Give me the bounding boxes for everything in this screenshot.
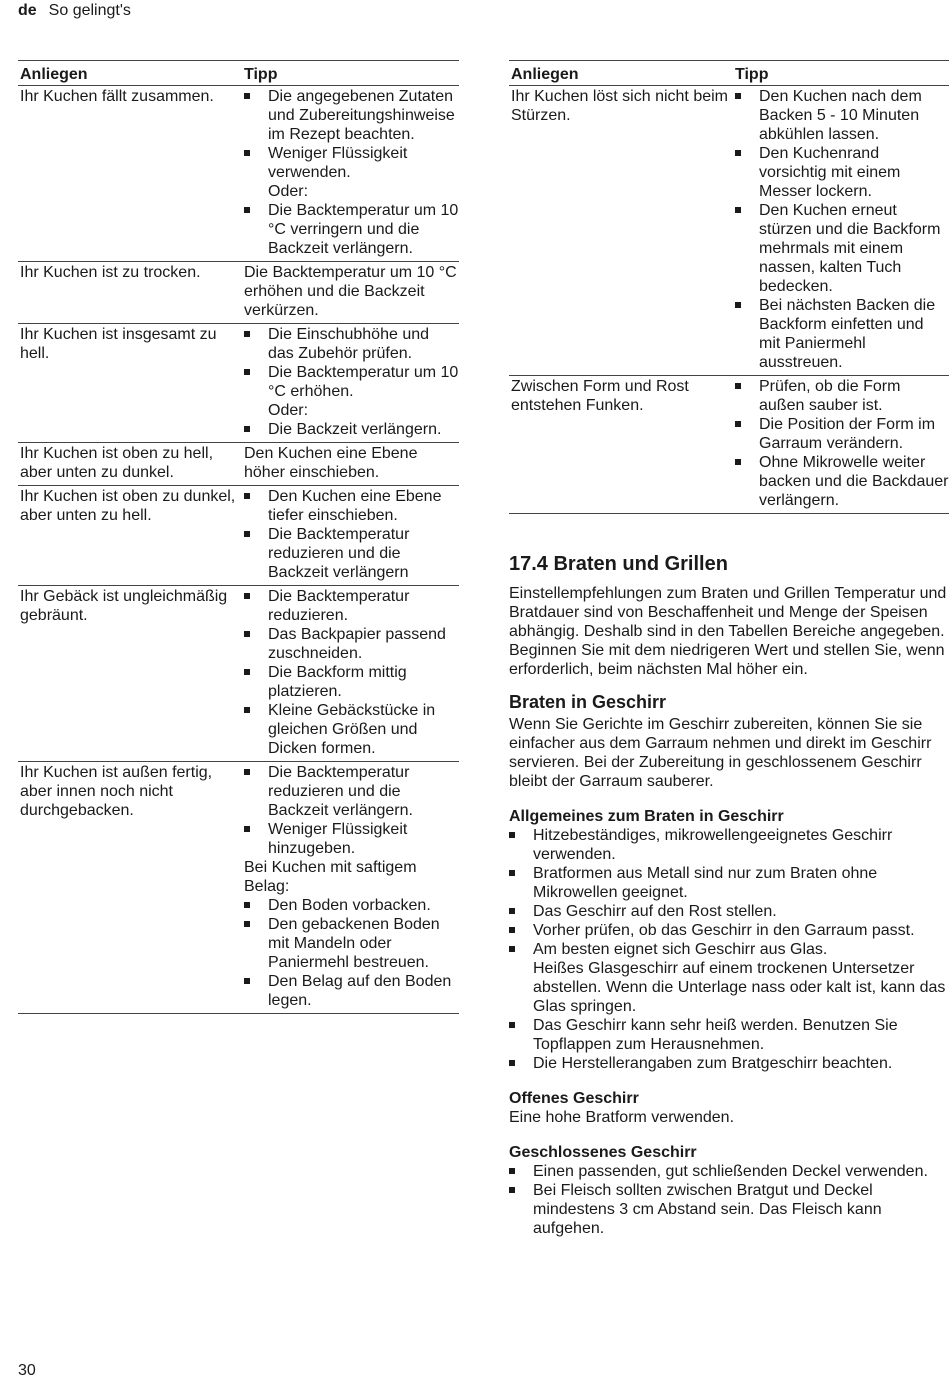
- tip-list: [244, 763, 459, 858]
- tip-item: Prüfen, ob die Form außen sauber ist.: [735, 377, 949, 415]
- list-item: [509, 902, 949, 921]
- table-header-row: [18, 61, 459, 86]
- table-row: [18, 586, 459, 762]
- column-header-tip: Tipp: [733, 61, 949, 86]
- list-item: [509, 1054, 949, 1073]
- list-item: Bei Fleisch sollten zwischen Bratgut und Deckel mindestens 3 cm Abstand sein. Das Fleisch kann aufgehen.: [509, 1181, 949, 1238]
- tip-item: Die Backform mittig platzieren.: [244, 663, 459, 701]
- issue-cell: Zwischen Form und Rost entstehen Funken.: [509, 376, 733, 514]
- tip-item: Die Backtemperatur reduzieren und die Backzeit verlängern.: [244, 763, 459, 820]
- table-row: [509, 376, 949, 514]
- table-row: [18, 262, 459, 324]
- list-item: Einen passenden, gut schließenden Deckel verwenden.: [509, 1162, 949, 1181]
- left-column: [18, 60, 459, 1014]
- tip-item: Die Backtemperatur um 10 °C erhöhen.: [244, 363, 459, 401]
- tip-text: Bei Kuchen mit saftigem Belag:: [244, 859, 417, 895]
- table-row: [18, 762, 459, 1014]
- list-item-text: Am besten eignet sich Geschirr aus Glas.: [533, 941, 828, 958]
- subsection-heading: Braten in Geschirr: [509, 692, 667, 712]
- tip-item: Den gebackenen Boden mit Mandeln oder Paniermehl bestreuen.: [244, 915, 459, 972]
- tip-item: Weniger Flüssigkeit verwenden.: [244, 144, 459, 182]
- tip-item: Kleine Gebäckstücke in gleichen Größen und Dicken formen.: [244, 701, 459, 758]
- tip-item: Den Kuchen eine Ebene tiefer einschieben.: [244, 487, 459, 525]
- tip-cell: [733, 86, 949, 376]
- tip-connector: Oder:: [268, 183, 309, 200]
- issue-cell: Ihr Kuchen ist oben zu dunkel, aber unten zu hell.: [18, 486, 242, 586]
- list-item-note: Heißes Glasgeschirr auf einem trockenen Untersetzer abstellen. Wenn die Unterlage nass oder kalt ist, kann das Glas springen.: [533, 960, 946, 1015]
- tip-item: Das Backpapier passend zuschneiden.: [244, 625, 459, 663]
- issue-cell: Ihr Kuchen ist außen fertig, aber innen noch nicht durchgebacken.: [18, 762, 242, 1014]
- closed-list: [509, 1162, 949, 1238]
- tip-item: Die Backzeit verlängern.: [244, 420, 459, 439]
- list-item: [509, 921, 949, 940]
- table-header-row: [509, 61, 949, 86]
- tip-item: Weniger Flüssigkeit hinzugeben.: [244, 820, 459, 858]
- column-header-tip: Tipp: [242, 61, 459, 86]
- open-text: Eine hohe Bratform verwenden.: [509, 1109, 735, 1126]
- list-item-text: Vorher prüfen, ob das Geschirr in den Garraum passt.: [533, 922, 915, 939]
- tip-list: [244, 896, 459, 1010]
- page-header: [18, 2, 131, 20]
- list-item-text: Bratformen aus Metall sind nur zum Braten ohne Mikrowellen geeignet.: [533, 865, 878, 901]
- page-number: 30: [18, 1362, 36, 1379]
- table-row: [509, 86, 949, 376]
- tip-item: Die angegebenen Zutaten und Zubereitungshinweise im Rezept beachten.: [244, 87, 459, 144]
- list-item: [509, 940, 949, 1016]
- table-row: [18, 443, 459, 486]
- section-heading: 17.4 Braten und Grillen: [509, 553, 728, 575]
- tip-cell: [242, 443, 459, 486]
- chapter-title: So gelingt's: [48, 2, 131, 19]
- tip-item: Die Einschubhöhe und das Zubehör prüfen.: [244, 325, 459, 363]
- tip-list: [735, 377, 949, 510]
- section-intro: Einstellempfehlungen zum Braten und Grillen Temperatur und Bratdauer sind von Beschaffenheit und Menge der Speisen abhängig. Deshalb sind in den Tabellen Bereiche angegeben. Beginnen Sie mit dem niedrigeren Wert und stellen Sie, wenn erforderlich, beim nächsten Mal höher ein.: [509, 585, 947, 678]
- list-item-text: Das Geschirr kann sehr heiß werden. Benutzen Sie Topflappen zum Herausnehmen.: [533, 1017, 898, 1053]
- table-row: [18, 324, 459, 443]
- tips-table-left: [18, 60, 459, 1014]
- list-item-text: Das Geschirr auf den Rost stellen.: [533, 903, 777, 920]
- tip-list: [244, 325, 459, 439]
- tip-item: Die Backtemperatur um 10 °C verringern und die Backzeit verlängern.: [244, 201, 459, 258]
- table-row: [18, 86, 459, 262]
- list-item: [509, 864, 949, 902]
- tip-text: Die Backtemperatur um 10 °C erhöhen und die Backzeit verkürzen.: [244, 264, 457, 319]
- tip-item: Bei nächsten Backen die Backform einfetten und mit Paniermehl ausstreuen.: [735, 296, 949, 372]
- tip-item: Die Backtemperatur reduzieren.: [244, 587, 459, 625]
- tip-list: [735, 87, 949, 372]
- tip-item: Ohne Mikrowelle weiter backen und die Backdauer verlängern.: [735, 453, 949, 510]
- general-list: [509, 826, 949, 1073]
- right-column: [509, 60, 949, 514]
- issue-cell: Ihr Kuchen ist oben zu hell, aber unten zu dunkel.: [18, 443, 242, 486]
- column-header-issue: Anliegen: [509, 61, 733, 86]
- issue-cell: Ihr Kuchen fällt zusammen.: [18, 86, 242, 262]
- tip-list: [244, 87, 459, 258]
- issue-cell: Ihr Kuchen löst sich nicht beim Stürzen.: [509, 86, 733, 376]
- issue-cell: Ihr Gebäck ist ungleichmäßig gebräunt.: [18, 586, 242, 762]
- list-item-text: Hitzebeständiges, mikrowellengeeignetes Geschirr verwenden.: [533, 827, 893, 863]
- issue-cell: Ihr Kuchen ist insgesamt zu hell.: [18, 324, 242, 443]
- list-item: [509, 1016, 949, 1054]
- table-row: [18, 486, 459, 586]
- tip-connector: Oder:: [268, 402, 309, 419]
- tip-item: Den Boden vorbacken.: [244, 896, 459, 915]
- tip-cell: [242, 586, 459, 762]
- general-heading: Allgemeines zum Braten in Geschirr: [509, 808, 784, 825]
- issue-cell: Ihr Kuchen ist zu trocken.: [18, 262, 242, 324]
- tip-text: Den Kuchen eine Ebene höher einschieben.: [244, 445, 418, 481]
- tip-item: Den Belag auf den Boden legen.: [244, 972, 459, 1010]
- closed-heading: Geschlossenes Geschirr: [509, 1144, 697, 1161]
- tip-cell: [242, 486, 459, 586]
- tip-cell: [242, 762, 459, 1014]
- tip-item: Den Kuchen nach dem Backen 5 - 10 Minuten abkühlen lassen.: [735, 87, 949, 144]
- tip-item: Die Backtemperatur reduzieren und die Backzeit verlängern: [244, 525, 459, 582]
- tip-cell: [733, 376, 949, 514]
- tip-list: [244, 487, 459, 582]
- tip-item: Den Kuchen erneut stürzen und die Backform mehrmals mit einem nassen, kalten Tuch bedecken.: [735, 201, 949, 296]
- tips-table-right: [509, 60, 949, 514]
- list-item: [509, 826, 949, 864]
- list-item-text: Die Herstellerangaben zum Bratgeschirr beachten.: [533, 1055, 893, 1072]
- column-header-issue: Anliegen: [18, 61, 242, 86]
- language-code: de: [18, 2, 37, 19]
- subsection-text: Wenn Sie Gerichte im Geschirr zubereiten, können Sie sie einfacher aus dem Garraum nehmen und direkt im Geschirr servieren. Bei der Zubereitung in geschlossenem Geschirr bleibt der Garraum sauberer.: [509, 716, 932, 790]
- tip-list: [244, 587, 459, 758]
- tip-item: Die Position der Form im Garraum verändern.: [735, 415, 949, 453]
- tip-item: Den Kuchenrand vorsichtig mit einem Messer lockern.: [735, 144, 949, 201]
- open-heading: Offenes Geschirr: [509, 1090, 639, 1107]
- tip-cell: [242, 86, 459, 262]
- tip-cell: [242, 262, 459, 324]
- tip-cell: [242, 324, 459, 443]
- section-braten-grillen: [509, 552, 949, 1238]
